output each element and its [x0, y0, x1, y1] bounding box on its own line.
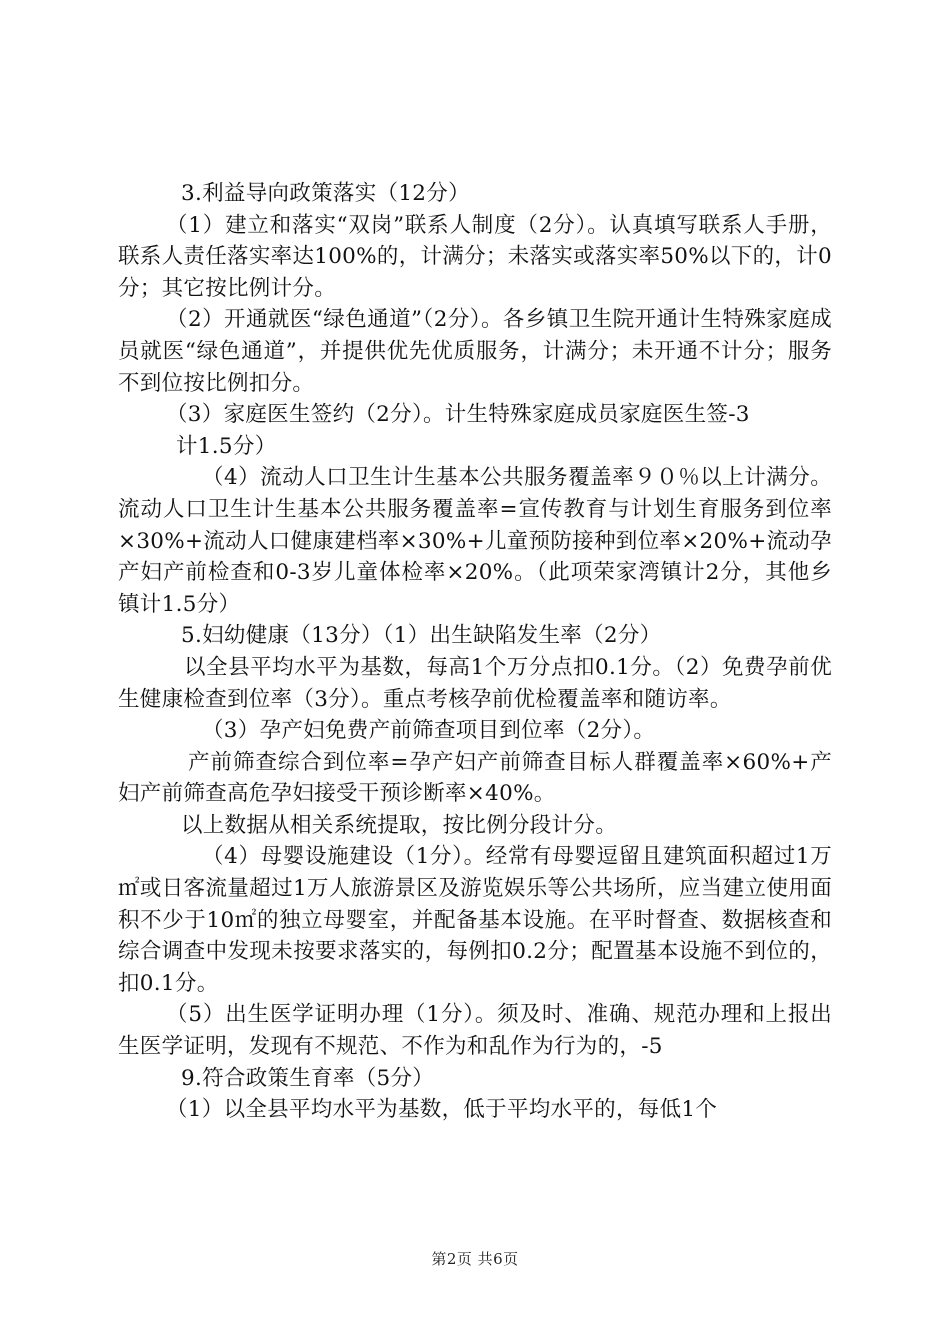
page-footer: 第2页 共6页 [431, 1250, 519, 1268]
paragraph-fragment: 计1.5分） [176, 433, 277, 459]
paragraph-item-1: （1）建立和落实“双岗”联系人制度（2分）。认真填写联系人手册，联系人责任落实率达100%的，计满分；未落实或落实率50%以下的，计0分；其它按比例计分。 [118, 212, 832, 301]
paragraph-item-2: （2）开通就医“绿色通道”（2分）。各乡镇卫生院开通计生特殊家庭成员就医“绿色通道”，并提供优先优质服务，计满分；未开通不计分；服务不到位按比例扣分。 [118, 307, 832, 396]
paragraph-item-3: （3）家庭医生签约（2分）。计生特殊家庭成员家庭医生签-3 [166, 402, 750, 428]
section-heading-5: 5.妇幼健康（13分）（1）出生缺陷发生率（2分） [181, 623, 662, 649]
section-heading-3: 3.利益导向政策落实（12分） [181, 181, 470, 206]
paragraph-formula: 产前筛查综合到位率=孕产妇产前筛查目标人群覆盖率×60%+产妇产前筛查高危孕妇接受干预诊断率×40%。 [118, 749, 832, 807]
paragraph-item-4b: （4）母婴设施建设（1分）。经常有母婴逗留且建筑面积超过1万㎡或日客流量超过1万人旅游景区及游览娱乐等公共场所，应当建立使用面积不少于10㎡的独立母婴室，并配备基本设施。在平时督查、数据核查和综合调查中发现未按要求落实的，每例扣0.2分；配置基本设施不到位的，扣0.1分。 [118, 844, 832, 996]
document-body [118, 178, 832, 1126]
paragraph-item-3b: （3）孕产妇免费产前筛查项目到位率（2分）。 [202, 718, 656, 744]
paragraph-item-1b: （1）以全县平均水平为基数，低于平均水平的，每低1个 [166, 1097, 718, 1123]
paragraph-data-note: 以上数据从相关系统提取，按比例分段计分。 [181, 812, 618, 838]
section-heading-9: 9.符合政策生育率（5分） [181, 1065, 435, 1091]
paragraph-item-5: （5）出生医学证明办理（1分）。须及时、准确、规范办理和上报出生医学证明，发现有不规范、不作为和乱作为行为的，-5 [118, 1002, 832, 1060]
paragraph-item-4: （4）流动人口卫生计生基本公共服务覆盖率９０％以上计满分。流动人口卫生计生基本公共服务覆盖率=宣传教育与计划生育服务到位率×30%+流动人口健康建档率×30%+儿童预防接种到位率×20%+流动孕产妇产前检查和0-3岁儿童体检率×20%。（此项荣家湾镇计2分，其他乡镇计1.5分） [118, 465, 832, 617]
paragraph-baseline: 以全县平均水平为基数，每高1个万分点扣0.1分。（2）免费孕前优生健康检查到位率（3分）。重点考核孕前优检覆盖率和随访率。 [118, 654, 832, 712]
